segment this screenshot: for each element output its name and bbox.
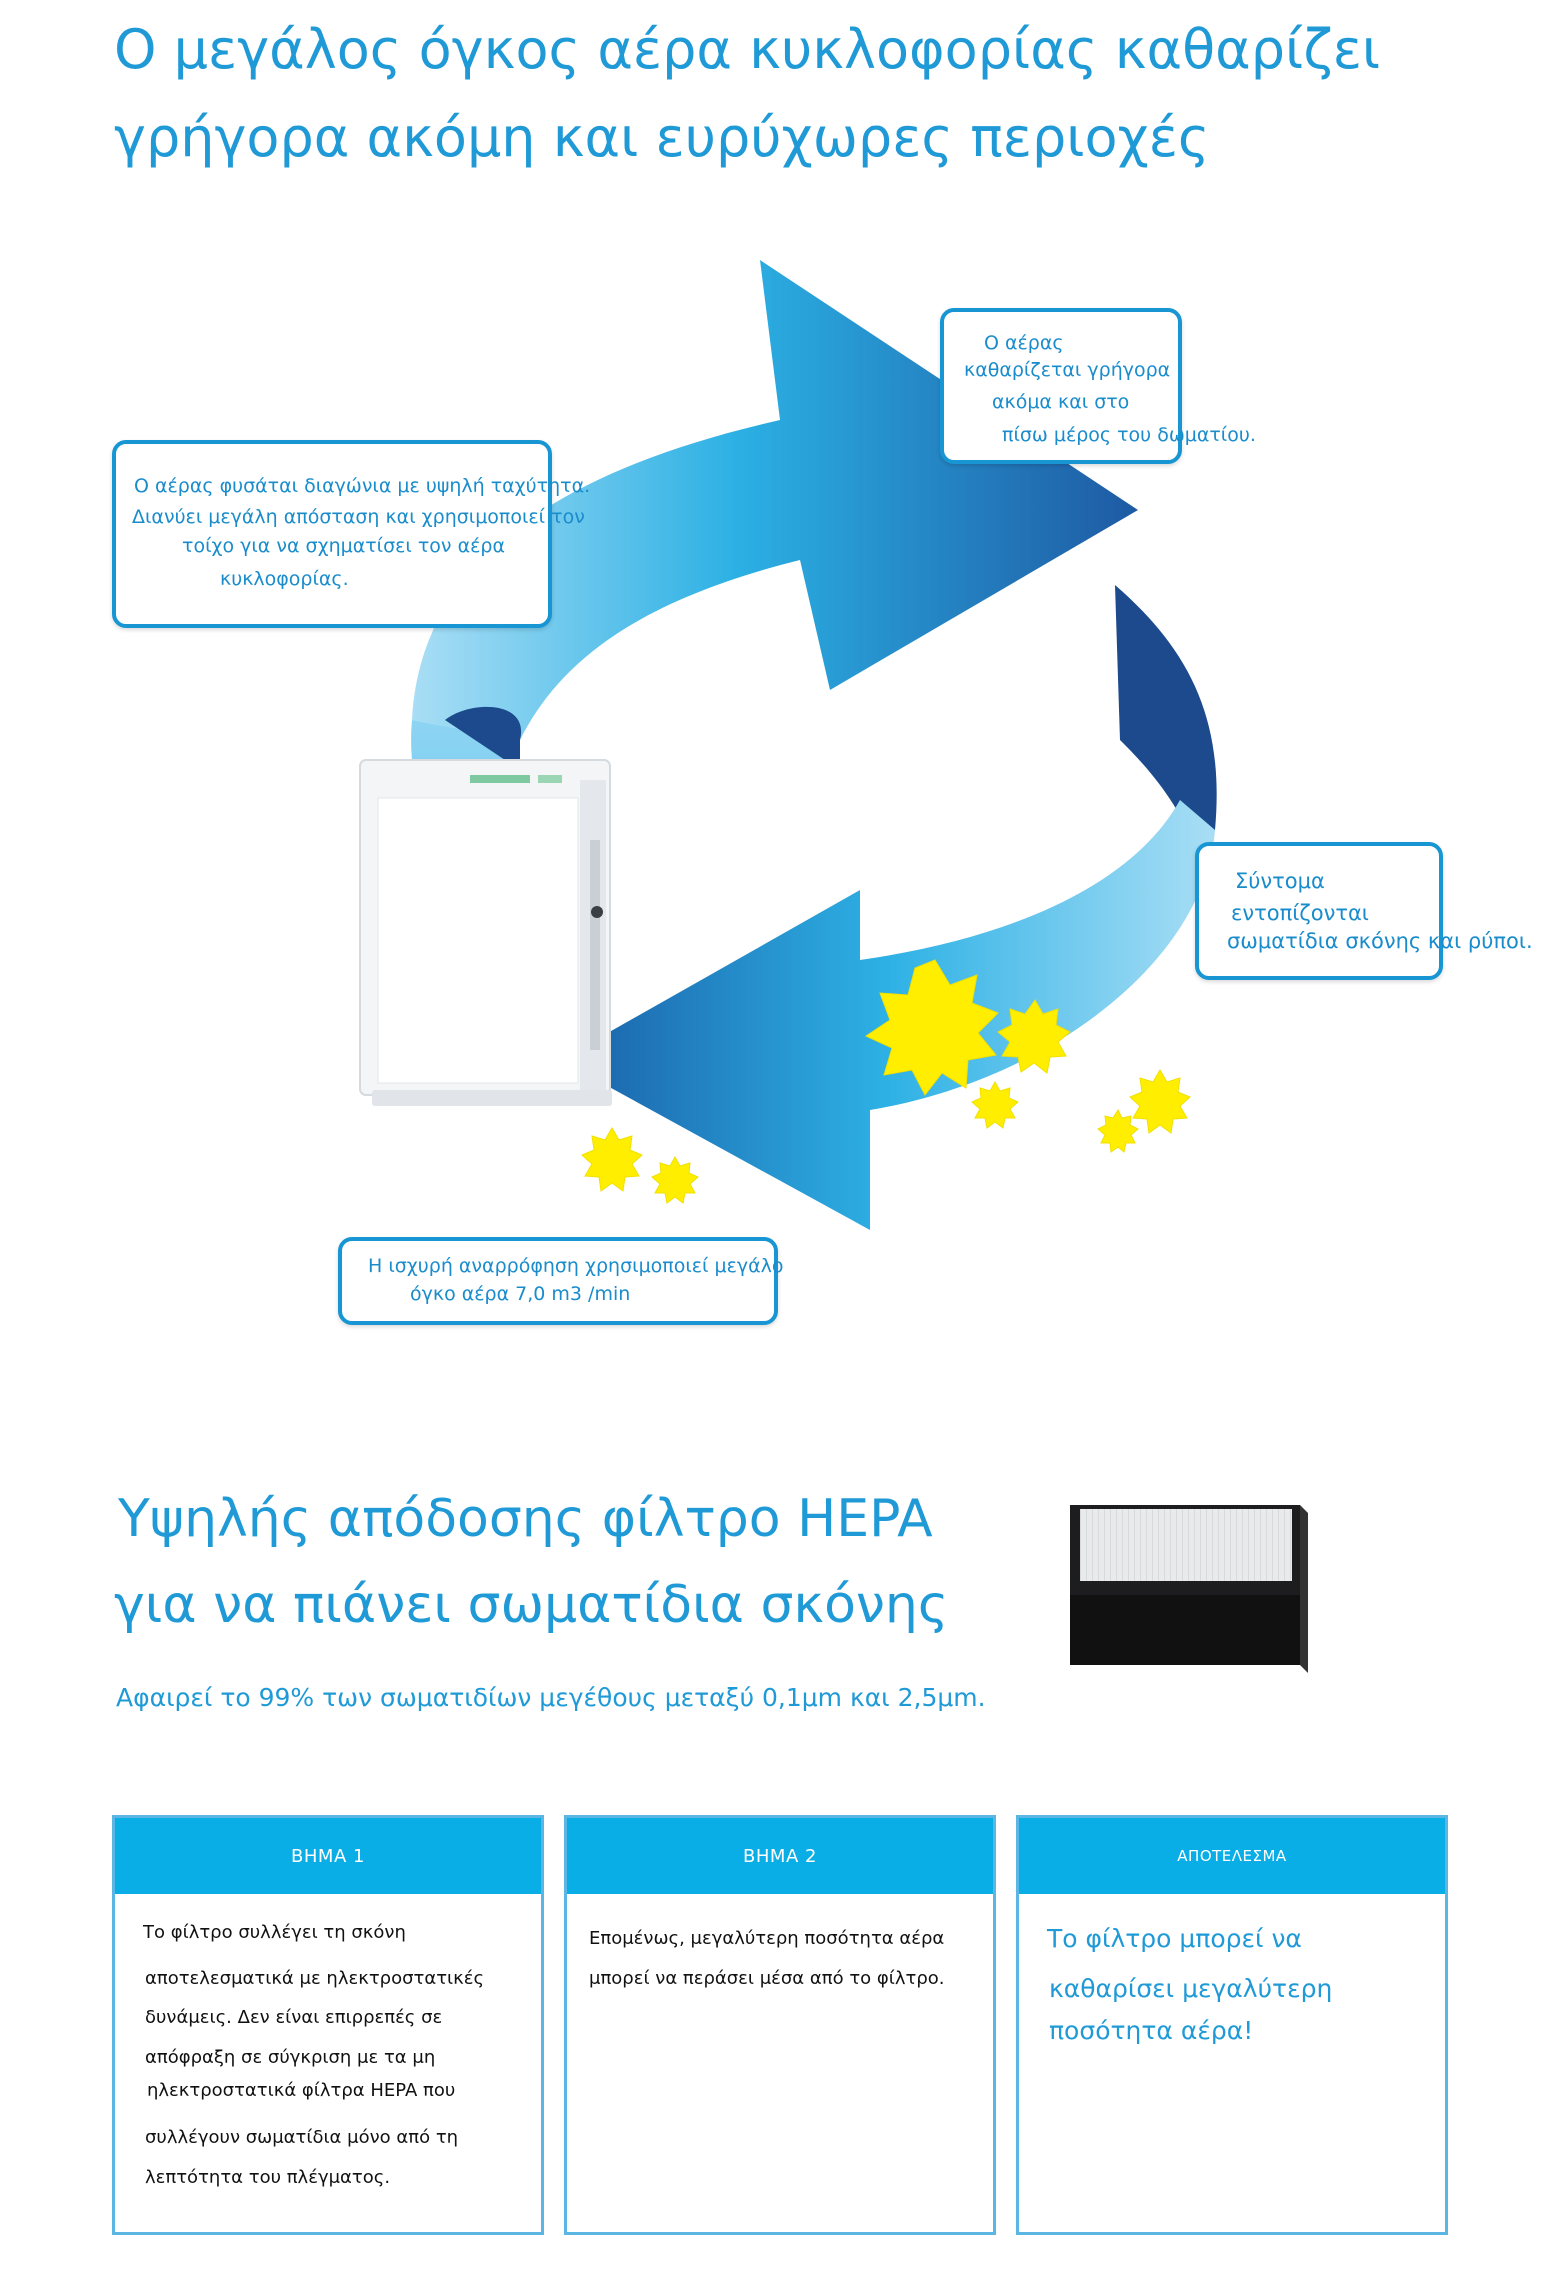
step-card-2 xyxy=(564,1815,996,2235)
callout-right-line3: σωματίδια σκόνης και ρύποι. xyxy=(1227,929,1533,953)
step-card-result-line: Το φίλτρο μπορεί να xyxy=(1047,1924,1302,1953)
step-card-1-line: δυνάμεις. Δεν είναι επιρρεπές σε xyxy=(145,2007,443,2028)
callout-left-line2: Διανύει μεγάλη απόσταση και χρησιμοποιεί τον xyxy=(132,506,585,528)
section2-title-line1: Υψηλής απόδοσης φίλτρο HEPA xyxy=(118,1489,933,1549)
callout-bottom xyxy=(338,1237,784,1325)
step-card-1-line: Το φίλτρο συλλέγει τη σκόνη xyxy=(143,1922,406,1943)
step-card-2-line: μπορεί να περάσει μέσα από το φίλτρο. xyxy=(589,1968,945,1989)
section2-title-line2: για να πιάνει σωματίδια σκόνης xyxy=(114,1575,949,1635)
air-purifier xyxy=(360,760,612,1106)
step-card-1 xyxy=(112,1815,544,2235)
step-card-result-line: ποσότητα αέρα! xyxy=(1049,2016,1254,2045)
callout-top-right-line3: ακόμα και στο xyxy=(992,391,1130,413)
callout-left-line3: τοίχο για να σχηματίσει τον αέρα xyxy=(182,535,505,557)
dust-particle xyxy=(1098,1110,1138,1152)
hepa-subtitle: Αφαιρεί το 99% των σωματιδίων μεγέθους μεταξύ 0,1μm και 2,5μm. xyxy=(116,1683,986,1712)
dust-particle xyxy=(652,1157,698,1203)
callout-right-line2: εντοπίζονται xyxy=(1231,901,1369,925)
dust-particle xyxy=(972,1082,1018,1128)
callout-left-line1: Ο αέρας φυσάται διαγώνια με υψηλή ταχύτητα. xyxy=(134,475,591,497)
step-card-result xyxy=(1016,1815,1448,2235)
step-card-1-line: απόφραξη σε σύγκριση με τα μη xyxy=(145,2047,436,2068)
step-card-1-line: συλλέγουν σωματίδια μόνο από τη xyxy=(145,2127,459,2148)
step-card-2-line: Επομένως, μεγαλύτερη ποσότητα αέρα xyxy=(589,1928,945,1949)
callout-right xyxy=(1195,842,1533,980)
section2-title xyxy=(114,1476,948,1648)
dust-particle xyxy=(1130,1070,1190,1133)
step-card-1-line: ηλεκτροστατικά φίλτρα HEPA που xyxy=(147,2080,456,2101)
step-card-1-line: αποτελεσματικά με ηλεκτροστατικές xyxy=(145,1968,485,1989)
section1-title-line2: γρήγορα ακόμη και ευρύχωρες περιοχές xyxy=(114,106,1210,169)
callout-left-line4: κυκλοφορίας. xyxy=(220,568,349,590)
callout-top-right-line4: πίσω μέρος του δωματίου. xyxy=(1002,424,1256,446)
hepa-filter-image xyxy=(1050,1495,1350,1675)
step-card-1-header: ΒΗΜΑ 1 xyxy=(115,1818,541,1894)
step-card-result-header: ΑΠΟΤΕΛΕΣΜΑ xyxy=(1019,1818,1445,1894)
callout-left xyxy=(112,440,591,628)
section1-title-line1: Ο μεγάλος όγκος αέρα κυκλοφορίας καθαρίζει xyxy=(114,18,1381,81)
callout-right-line1: Σύντομα xyxy=(1235,869,1325,893)
callout-top-right-line2: καθαρίζεται γρήγορα xyxy=(964,359,1171,381)
callout-bottom-line2: όγκο αέρα 7,0 m3 /min xyxy=(410,1283,631,1305)
step-card-result-line: καθαρίσει μεγαλύτερη xyxy=(1049,1974,1333,2003)
callout-bottom-line1: Η ισχυρή αναρρόφηση χρησιμοποιεί μεγάλο xyxy=(368,1255,784,1277)
step-card-1-line: λεπτότητα του πλέγματος. xyxy=(145,2167,391,2188)
airflow-band-right xyxy=(560,800,1215,1230)
dust-particle xyxy=(582,1128,642,1191)
callout-top-right xyxy=(940,308,1256,464)
callout-top-right-line1: Ο αέρας xyxy=(984,332,1064,354)
step-card-2-header: ΒΗΜΑ 2 xyxy=(567,1818,993,1894)
